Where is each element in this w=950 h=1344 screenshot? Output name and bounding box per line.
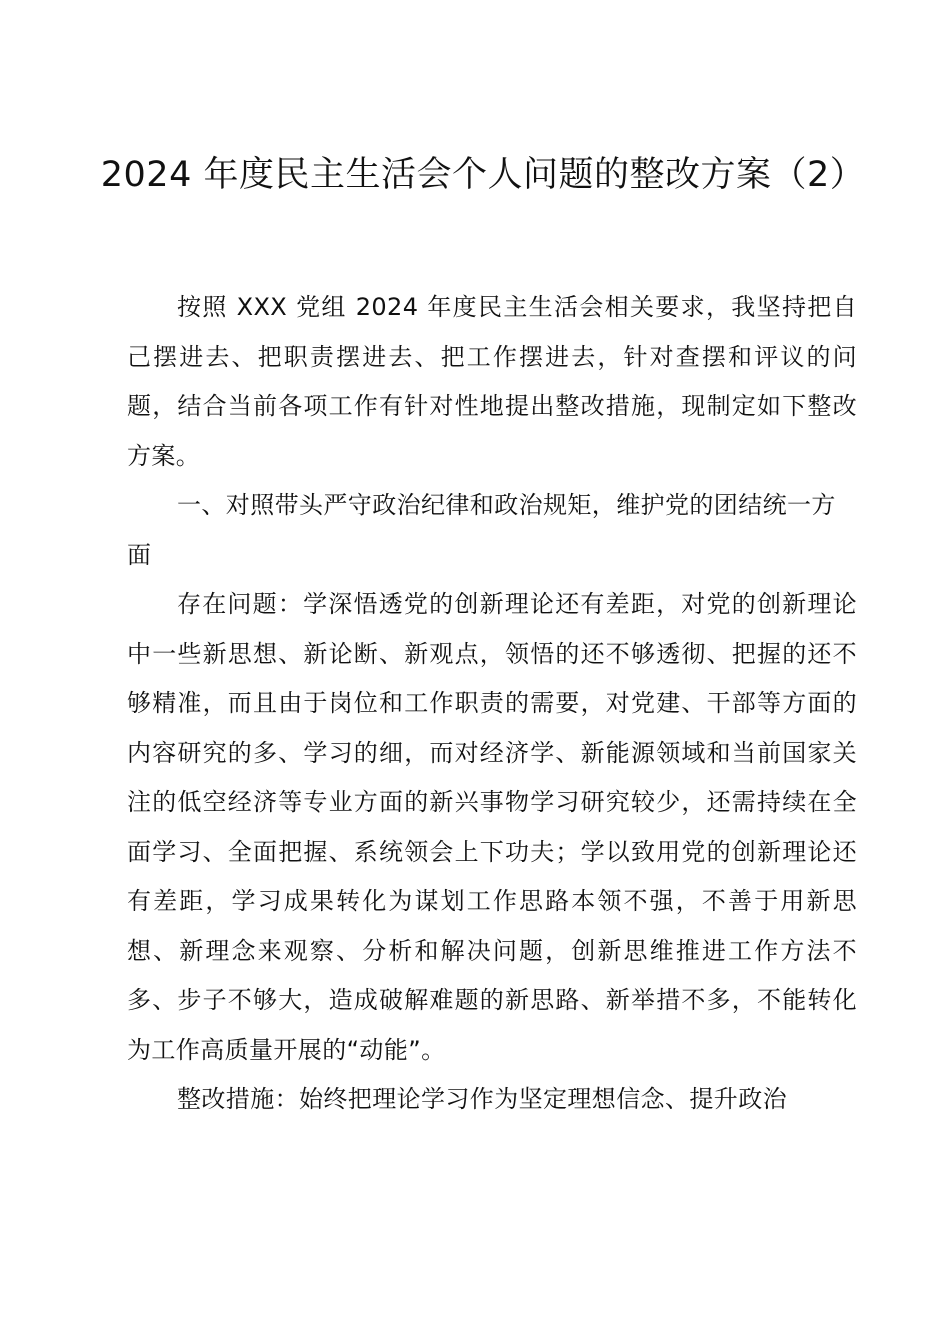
document-body [127,283,857,1125]
measures-paragraph: 整改措施：始终把理论学习作为坚定理想信念、提升政治 [177,1085,787,1113]
intro-paragraph: 按照 XXX 党组 2024 年度民主生活会相关要求，我坚持把自己摆进去、把职责摆进去、把工作摆进去，针对查摆和评议的问题，结合当前各项工作有针对性地提出整改措施，现制定如下整改方案。 [127,293,857,470]
document-title: 2024 年度民主生活会个人问题的整改方案（2） [100,155,866,195]
problems-paragraph: 存在问题：学深悟透党的创新理论还有差距，对党的创新理论中一些新思想、新论断、新观点，领悟的还不够透彻、把握的还不够精准，而且由于岗位和工作职责的需要，对党建、干部等方面的内容研究的多、学习的细，而对经济学、新能源领域和当前国家关注的低空经济等专业方面的新兴事物学习研究较少，还需持续在全面学习、全面把握、系统领会上下功夫；学以致用党的创新理论还有差距，学习成果转化为谋划工作思路本领不强，不善于用新思想、新理念来观察、分析和解决问题，创新思维推进工作方法不多、步子不够大，造成破解难题的新思路、新举措不多，不能转化为工作高质量开展的“动能”。 [127,590,857,1064]
section-heading: 一、对照带头严守政治纪律和政治规矩，维护党的团结统一方面 [127,491,836,569]
